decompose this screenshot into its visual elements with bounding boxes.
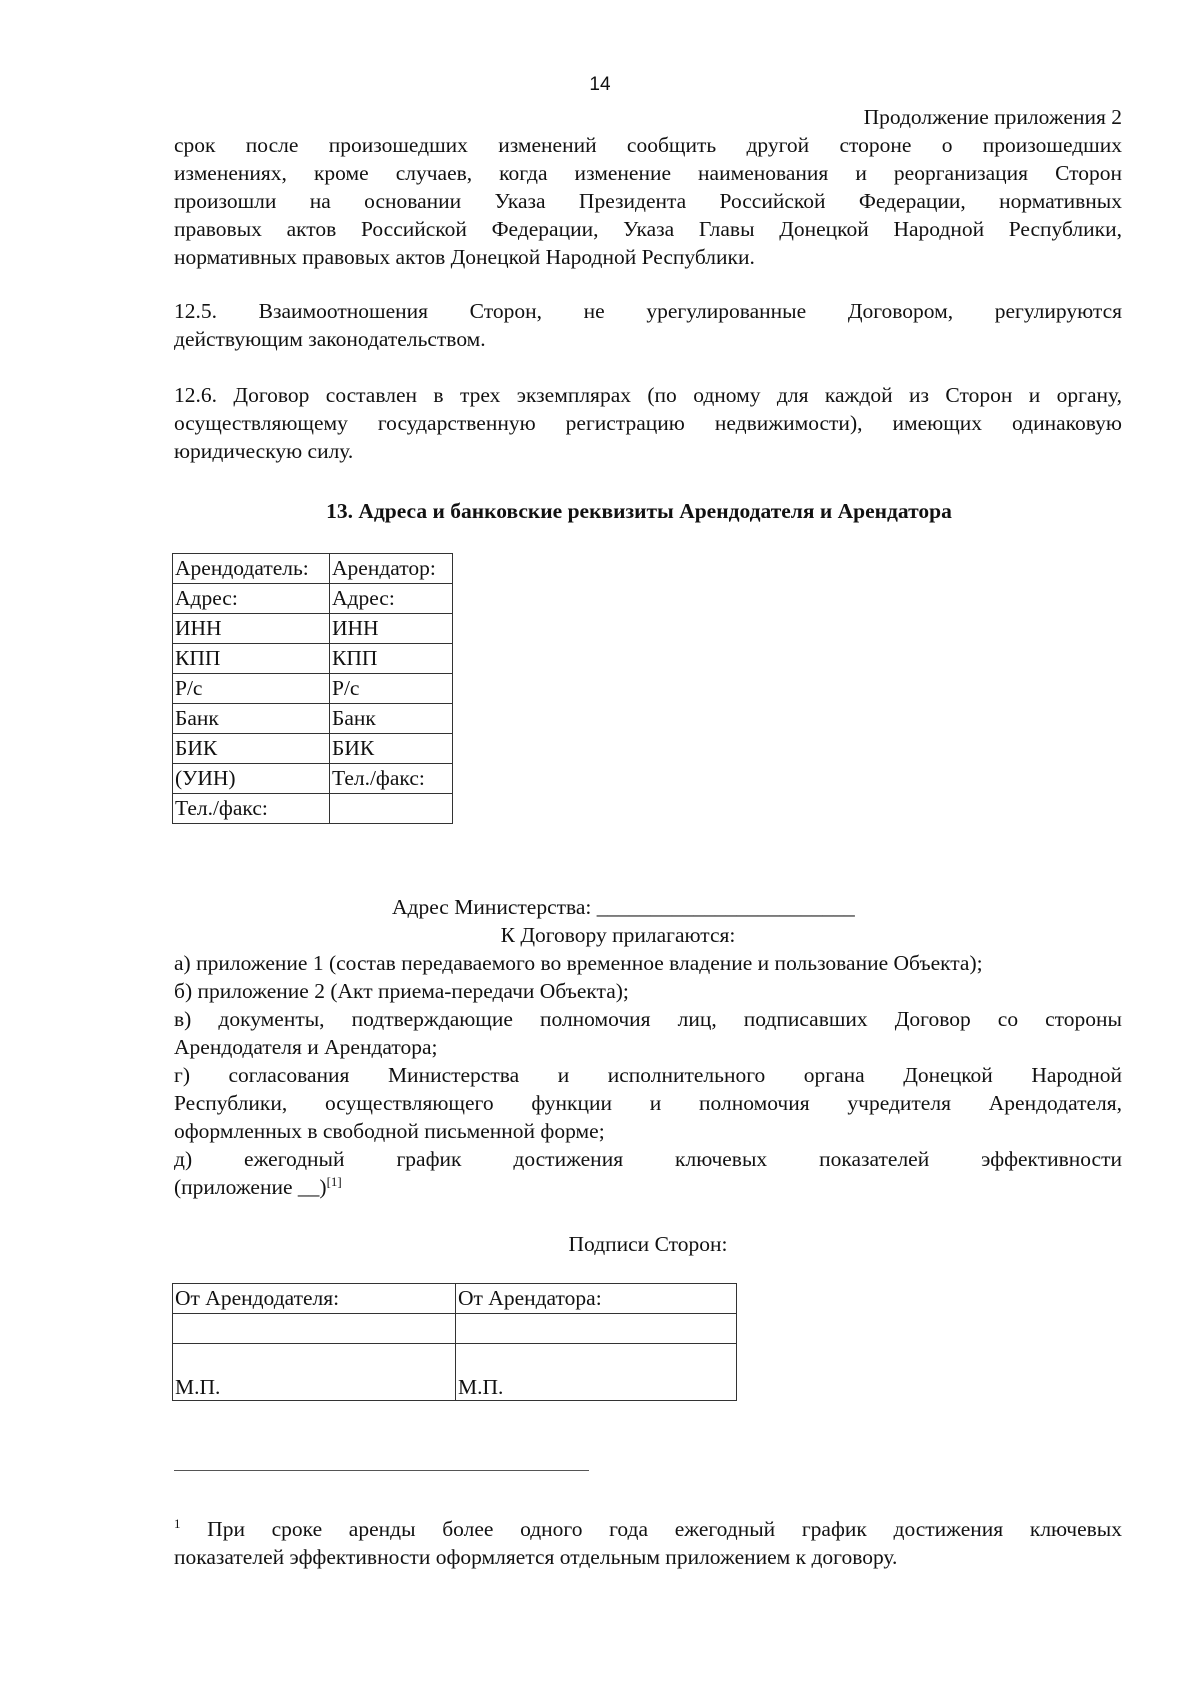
paragraph-line: нормативных правовых актов Донецкой Народной Республики. [174, 245, 755, 269]
section-13-title: 13. Адреса и банковские реквизиты Арендодателя и Арендатора [326, 499, 952, 523]
table-row [173, 794, 453, 824]
footnote-line: показателей эффективности оформляется отдельным приложением к договору. [174, 1545, 898, 1569]
footnote-line [174, 1515, 1122, 1543]
signatures-title: Подписи Сторон: [568, 1232, 728, 1256]
attachment-item-d: д) ежегодный график достижения ключевых показателей эффективности [174, 1147, 1122, 1171]
paragraph-line: правовых актов Российской Федерации, Указа Главы Донецкой Народной Республики, [174, 217, 1122, 241]
table-cell: Тел./факс: [330, 764, 453, 794]
signature-field-tenant [456, 1314, 737, 1344]
table-cell: Р/с [330, 674, 453, 704]
table-row [173, 1344, 737, 1401]
table-cell: Банк [330, 704, 453, 734]
footnote-text: При сроке аренды более одного года ежегодный график достижения ключевых [180, 1517, 1122, 1541]
table-cell: От Арендодателя: [173, 1284, 456, 1314]
footnote-mark: 1 [174, 1515, 181, 1531]
attachment-item-g: г) согласования Министерства и исполнительного органа Донецкой Народной [174, 1063, 1122, 1087]
table-cell: Р/с [173, 674, 330, 704]
table-cell: Адрес: [330, 584, 453, 614]
table-row [173, 704, 453, 734]
table-cell: КПП [330, 644, 453, 674]
footnote [174, 1515, 1122, 1571]
stamp-tenant: М.П. [456, 1344, 737, 1401]
table-cell: КПП [173, 644, 330, 674]
table-cell [330, 794, 453, 824]
table-cell: Адрес: [173, 584, 330, 614]
attachment-item-d-cont [174, 1173, 1122, 1201]
table-cell: Банк [173, 704, 330, 734]
attachments-title: К Договору прилагаются: [500, 923, 736, 947]
requisites-table [172, 553, 453, 824]
table-row [173, 734, 453, 764]
footnote-reference[interactable]: [1] [326, 1173, 342, 1189]
footnote-separator [174, 1470, 589, 1471]
table-row [173, 1314, 737, 1344]
attachment-item-g-cont: Республики, осуществляющего функции и полномочия учредителя Арендодателя, [174, 1091, 1122, 1115]
stamp-landlord: М.П. [173, 1344, 456, 1401]
paragraph-line: действующим законодательством. [174, 327, 486, 351]
table-cell: От Арендатора: [456, 1284, 737, 1314]
paragraph-line: юридическую силу. [174, 439, 354, 463]
table-cell: Тел./факс: [173, 794, 330, 824]
table-cell: Арендатор: [330, 554, 453, 584]
paragraph-line: 12.6. Договор составлен в трех экземплярах (по одному для каждой из Сторон и органу, [174, 383, 1122, 407]
attachment-item-b: б) приложение 2 (Акт приема-передачи Объекта); [174, 979, 629, 1003]
table-row [173, 584, 453, 614]
table-row [173, 764, 453, 794]
paragraph-line: изменениях, кроме случаев, когда изменение наименования и реорганизация Сторон [174, 161, 1122, 185]
table-cell: Арендодатель: [173, 554, 330, 584]
attachments-list [174, 921, 1122, 1201]
table-row [173, 644, 453, 674]
table-row [173, 554, 453, 584]
table-cell: БИК [173, 734, 330, 764]
paragraph-12-5 [174, 297, 1122, 353]
table-cell: ИНН [173, 614, 330, 644]
attachment-item-a: а) приложение 1 (состав передаваемого во временное владение и пользование Объекта); [174, 951, 983, 975]
paragraph-line: срок после произошедших изменений сообщить другой стороне о произошедших [174, 133, 1122, 157]
table-cell: (УИН) [173, 764, 330, 794]
attachment-item-v: в) документы, подтверждающие полномочия лиц, подписавших Договор со стороны [174, 1007, 1122, 1031]
table-cell: ИНН [330, 614, 453, 644]
signature-field-landlord [173, 1314, 456, 1344]
page-number: 14 [589, 74, 611, 95]
attachment-item-g-cont: оформленных в свободной письменной форме; [174, 1119, 605, 1143]
paragraph-12-6 [174, 381, 1122, 465]
attachment-item-d-text: (приложение __) [174, 1175, 327, 1199]
paragraph-line: 12.5. Взаимоотношения Сторон, не урегулированные Договором, регулируются [174, 299, 1122, 323]
paragraph-intro [174, 131, 1122, 271]
appendix-continuation-note: Продолжение приложения 2 [863, 105, 1122, 129]
paragraph-line: осуществляющему государственную регистрацию недвижимости), имеющих одинаковую [174, 411, 1122, 435]
ministry-address-line: Адрес Министерства: ________________________ [392, 895, 855, 919]
paragraph-line: произошли на основании Указа Президента Российской Федерации, нормативных [174, 189, 1122, 213]
signatures-table [172, 1283, 737, 1401]
table-row [173, 1284, 737, 1314]
table-row [173, 674, 453, 704]
table-row [173, 614, 453, 644]
attachment-item-v-cont: Арендодателя и Арендатора; [174, 1035, 438, 1059]
table-cell: БИК [330, 734, 453, 764]
